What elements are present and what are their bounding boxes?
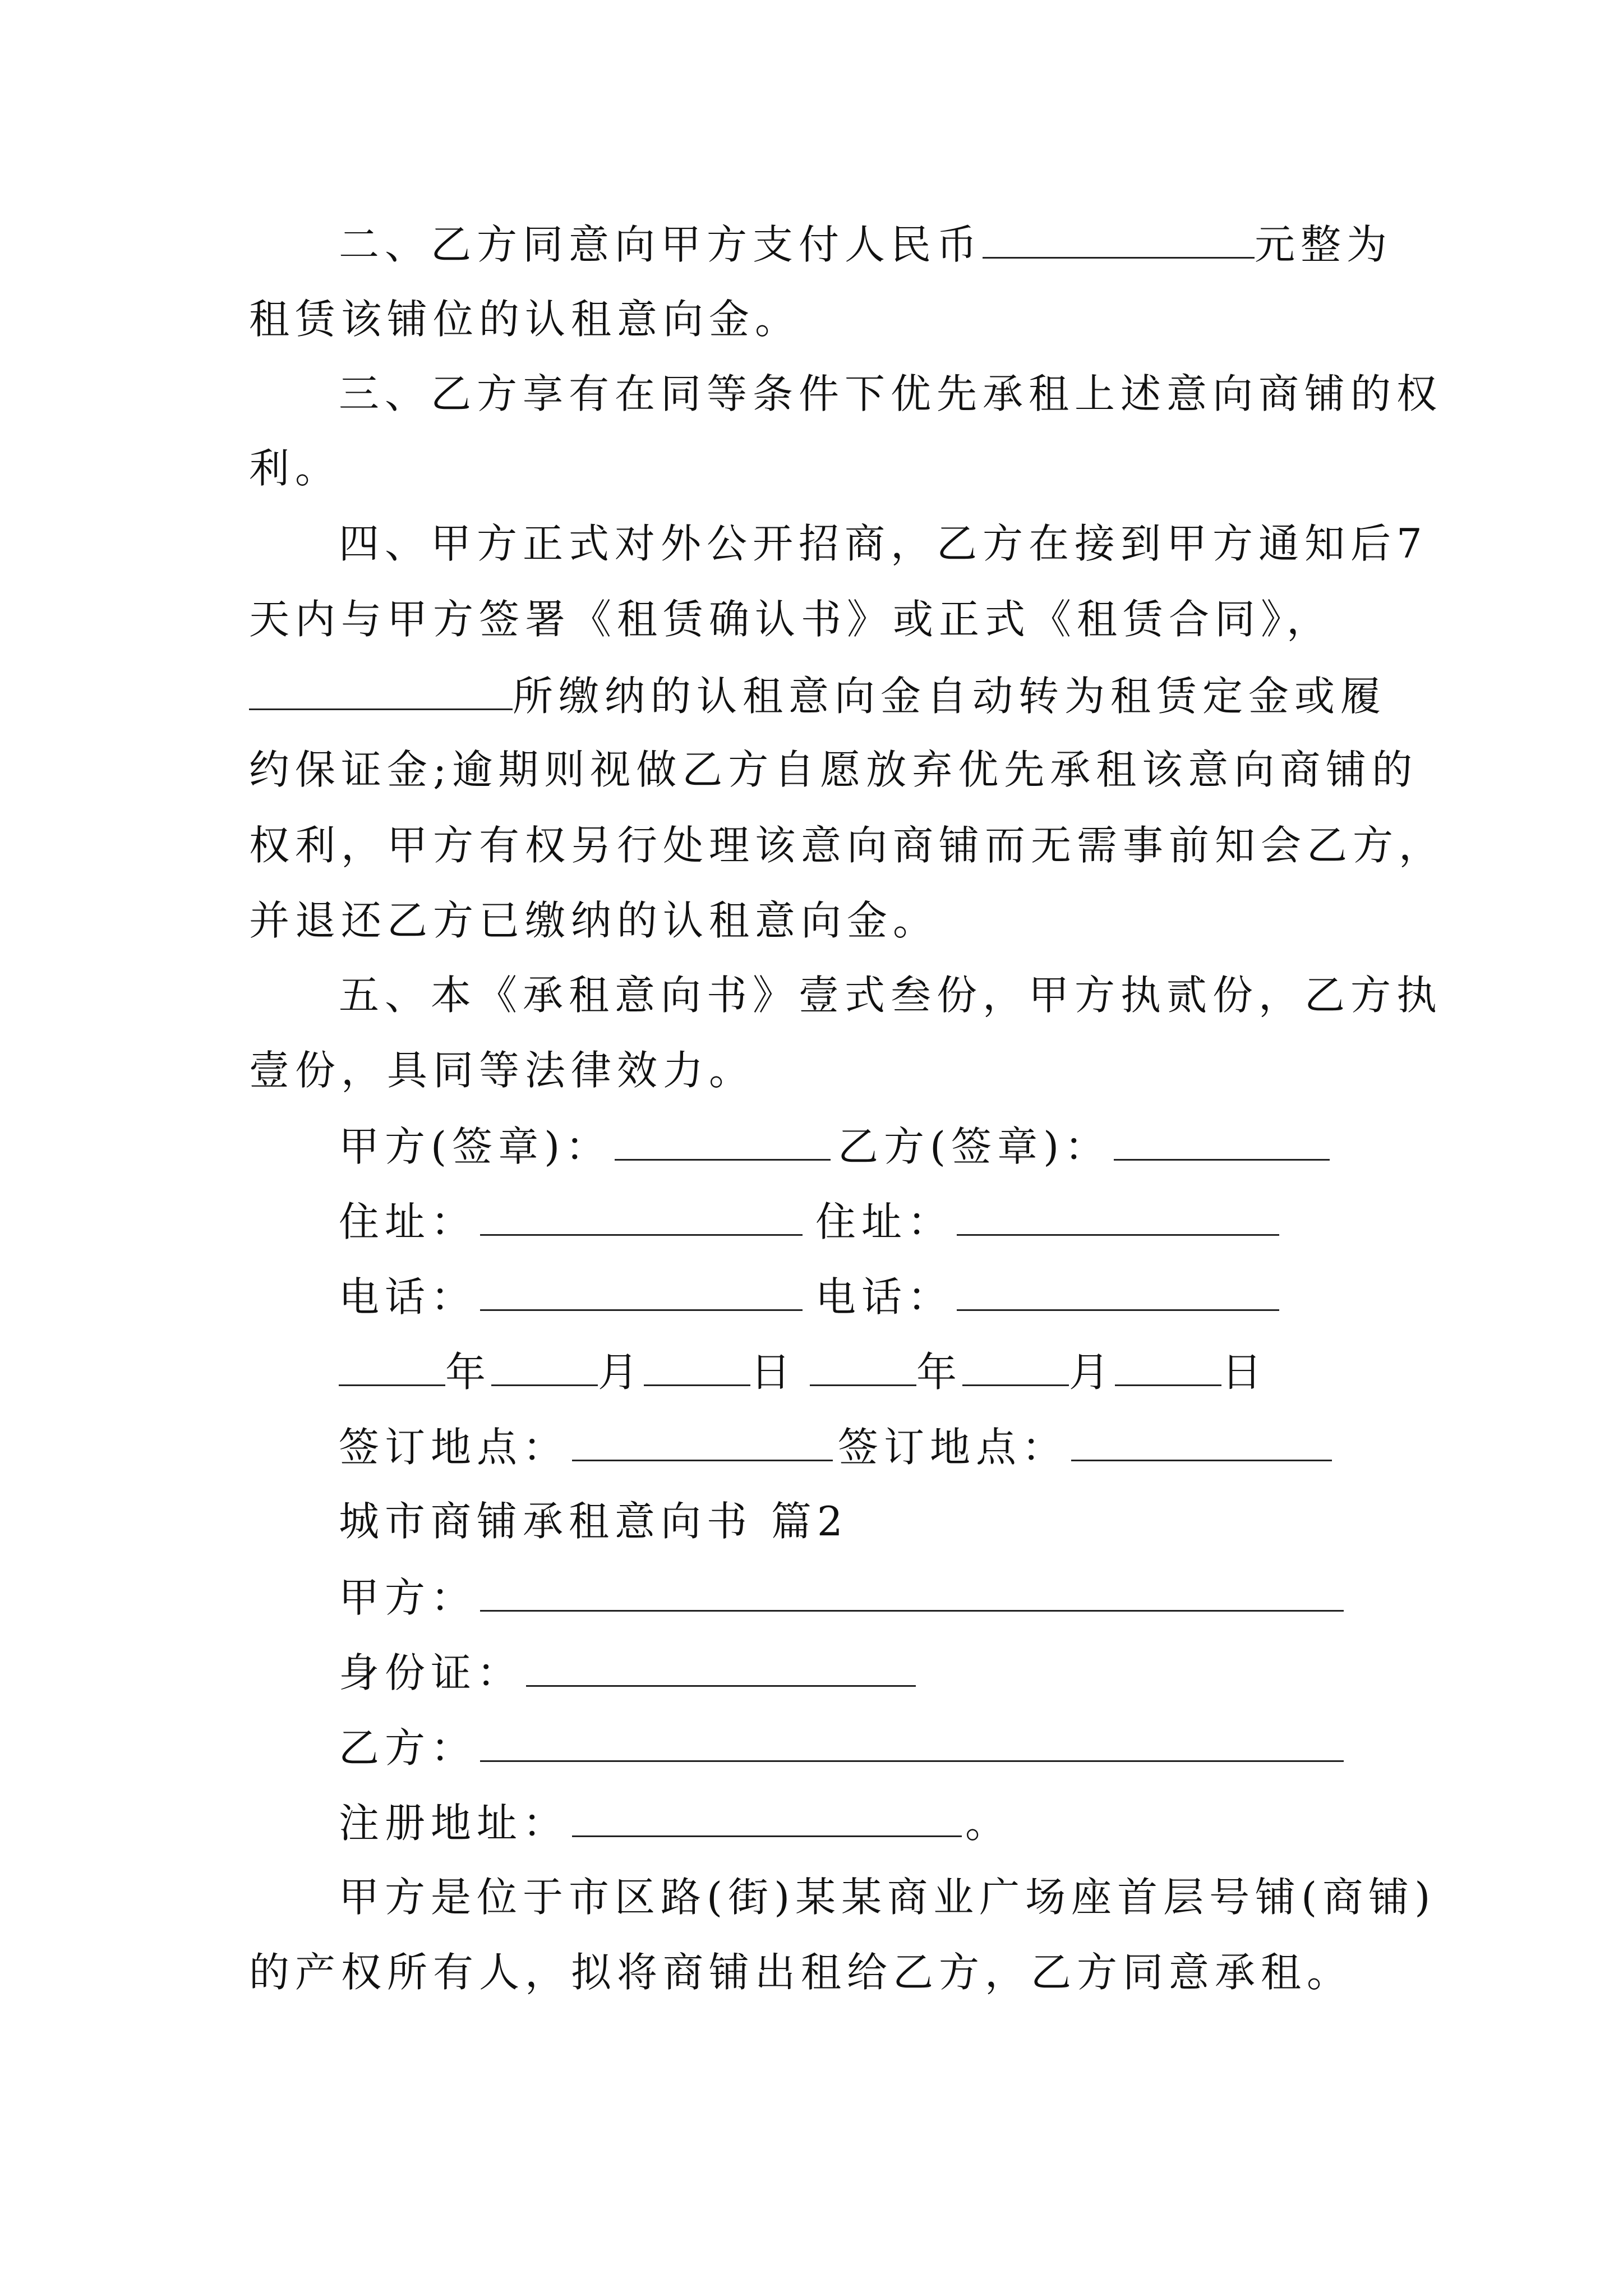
clause-4-blank — [249, 675, 513, 710]
clause-4-line-5: 权利，甲方有权另行处理该意向商铺而无需事前知会乙方， — [249, 822, 1445, 869]
date-b-month-blank — [962, 1351, 1069, 1386]
date-a-month-blank — [491, 1351, 598, 1386]
clause-4-line-4: 约保证金;逾期则视做乙方自愿放弃优先承租该意向商铺的 — [249, 746, 1418, 793]
clause-4-line-2: 天内与甲方签署《租赁确认书》或正式《租赁合同》， — [249, 596, 1333, 643]
place-b-blank — [1071, 1426, 1332, 1461]
clause-2-text-b: 元整为 — [1255, 221, 1393, 268]
sig-place-b-row — [838, 1424, 1335, 1471]
place-b-label: 签订地点： — [838, 1424, 1068, 1471]
section-2-reg-address-label: 注册地址： — [339, 1800, 569, 1847]
clause-4-text-b: 所缴纳的认租意向金自动转为租赁定金或履 — [513, 673, 1387, 720]
section-2-title: 城市商铺承租意向书 篇2 — [339, 1498, 849, 1545]
sig-party-b-row — [838, 1123, 1333, 1170]
section-2-reg-address-blank — [572, 1802, 962, 1837]
date-b-month-label: 月 — [1069, 1349, 1115, 1396]
date-a-day-label: 日 — [750, 1349, 797, 1396]
date-a-month-label: 月 — [598, 1349, 644, 1396]
party-b-sign-blank — [1114, 1125, 1330, 1161]
sig-phone-b-row — [815, 1273, 1283, 1320]
date-a-year-blank — [339, 1351, 445, 1386]
section-2-party-a-row — [339, 1574, 1480, 1621]
sig-date-b-row — [810, 1349, 1268, 1396]
clause-2-text-a: 二、乙方同意向甲方支付人民币 — [339, 221, 983, 268]
party-a-sign-blank — [615, 1125, 831, 1161]
section-2-reg-address-end: 。 — [965, 1800, 1012, 1847]
clause-4-line-6: 并退还乙方已缴纳的认租意向金。 — [249, 897, 939, 944]
section-2-id-row — [339, 1649, 1480, 1696]
phone-b-blank — [957, 1276, 1279, 1311]
address-a-label: 住址： — [339, 1198, 477, 1245]
amount-blank — [983, 223, 1255, 259]
section-2-para-line-1: 甲方是位于市区路(街)某某商业广场座首层号铺(商铺) — [339, 1874, 1436, 1921]
party-a-sign-label: 甲方(签章)： — [339, 1123, 612, 1170]
section-2-party-a-label: 甲方： — [339, 1574, 477, 1621]
section-2-party-b-label: 乙方： — [339, 1724, 477, 1772]
section-2-id-label: 身份证： — [339, 1649, 523, 1696]
clause-3-line-1: 三、乙方享有在同等条件下优先承租上述意向商铺的权 — [339, 370, 1443, 417]
clause-3-line-2: 利。 — [249, 445, 342, 492]
party-b-sign-label: 乙方(签章)： — [838, 1123, 1111, 1170]
address-b-label: 住址： — [815, 1198, 954, 1245]
date-b-year-blank — [810, 1351, 916, 1386]
clause-4-line-3 — [249, 673, 1390, 720]
place-a-label: 签订地点： — [339, 1424, 569, 1471]
section-2-party-b-blank — [480, 1727, 1344, 1762]
clause-5-line-1: 五、本《承租意向书》壹式叁份，甲方执贰份，乙方执 — [339, 972, 1443, 1019]
phone-b-label: 电话： — [815, 1273, 954, 1320]
date-b-year-label: 年 — [916, 1349, 963, 1396]
clause-2-line-2: 租赁该铺位的认租意向金。 — [249, 296, 801, 343]
section-2-para-line-2: 的产权所有人，拟将商铺出租给乙方，乙方同意承租。 — [249, 1949, 1353, 1996]
address-b-blank — [957, 1200, 1279, 1236]
address-a-blank — [480, 1200, 803, 1236]
clause-5-line-2: 壹份，具同等法律效力。 — [249, 1047, 755, 1094]
sig-address-b-row — [815, 1198, 1283, 1245]
section-2-party-a-blank — [480, 1576, 1344, 1612]
date-b-day-label: 日 — [1221, 1349, 1268, 1396]
place-a-blank — [572, 1426, 833, 1461]
section-2-id-blank — [526, 1651, 916, 1687]
clause-4-line-1: 四、甲方正式对外公开招商，乙方在接到甲方通知后7 — [339, 520, 1428, 567]
phone-a-blank — [480, 1276, 803, 1311]
date-b-day-blank — [1115, 1351, 1221, 1386]
phone-a-label: 电话： — [339, 1273, 477, 1320]
date-a-year-label: 年 — [445, 1349, 492, 1396]
section-2-party-b-row — [339, 1724, 1480, 1772]
date-a-day-blank — [644, 1351, 750, 1386]
clause-2-line-1 — [339, 221, 1480, 268]
section-2-reg-address-row — [339, 1800, 1480, 1847]
